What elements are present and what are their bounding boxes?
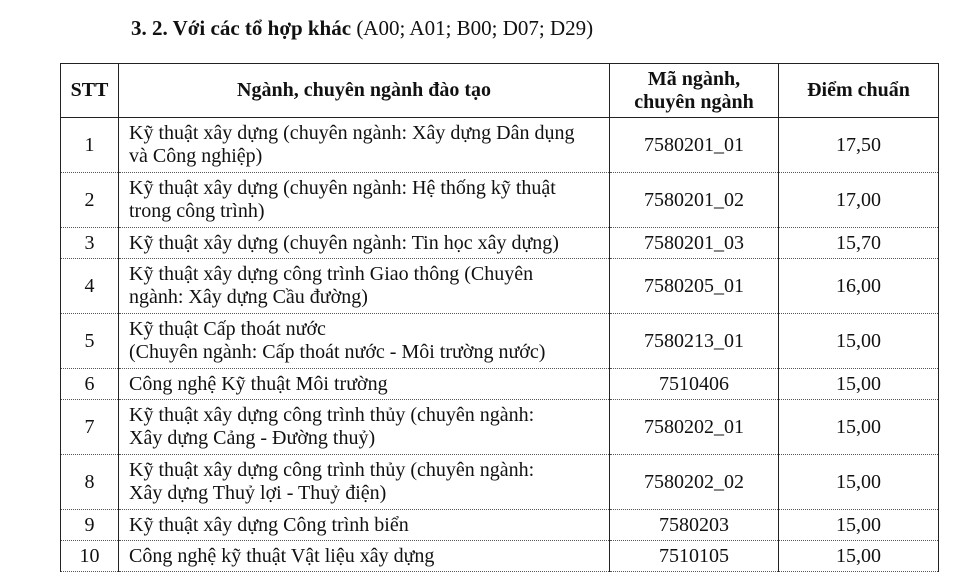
row-major-code: 7580201_03 xyxy=(610,228,779,259)
row-stt: 6 xyxy=(61,369,119,400)
header-stt: STT xyxy=(61,64,119,118)
table-header-row xyxy=(61,64,939,118)
row-score: 17,00 xyxy=(779,173,939,228)
row-major-code: 7580201_01 xyxy=(610,118,779,173)
table-row xyxy=(61,228,939,259)
row-major-name-line2: và Công nghiệp) xyxy=(129,145,263,167)
row-stt: 3 xyxy=(61,228,119,259)
row-major-code: 7580201_02 xyxy=(610,173,779,228)
row-major-name-line2: ngành: Xây dựng Cầu đường) xyxy=(129,286,368,308)
section-heading xyxy=(131,16,593,41)
table-row xyxy=(61,259,939,314)
row-stt: 2 xyxy=(61,173,119,228)
row-major-name-line1: Kỹ thuật xây dựng công trình thủy (chuyên ngành: xyxy=(129,404,535,426)
row-score: 15,00 xyxy=(779,455,939,510)
row-major-name-line2: Xây dựng Thuỷ lợi - Thuỷ điện) xyxy=(129,482,387,504)
row-major-name-line2: (Chuyên ngành: Cấp thoát nước - Môi trường nước) xyxy=(129,341,546,363)
header-major-name: Ngành, chuyên ngành đào tạo xyxy=(119,64,610,118)
row-major-name-line1: Kỹ thuật xây dựng (chuyên ngành: Xây dựng Dân dụng xyxy=(129,122,575,144)
header-major-code xyxy=(610,64,779,118)
row-major-name-line1: Kỹ thuật xây dựng (chuyên ngành: Hệ thống kỹ thuật xyxy=(129,177,556,199)
row-stt: 4 xyxy=(61,259,119,314)
section-heading-title: 3. 2. Với các tổ hợp khác xyxy=(131,16,352,40)
row-stt: 5 xyxy=(61,314,119,369)
row-stt: 9 xyxy=(61,510,119,541)
row-major-code: 7580205_01 xyxy=(610,259,779,314)
row-major-code: 7580202_01 xyxy=(610,400,779,455)
table-body xyxy=(61,118,939,572)
row-major-name: Kỹ thuật xây dựng (chuyên ngành: Tin học xây dựng) xyxy=(119,228,610,259)
row-score: 15,00 xyxy=(779,541,939,572)
row-major-name-line1: Kỹ thuật Cấp thoát nước xyxy=(129,318,326,340)
row-major-code: 7580202_02 xyxy=(610,455,779,510)
table-row xyxy=(61,173,939,228)
row-major-name-line1: Kỹ thuật xây dựng công trình thủy (chuyên ngành: xyxy=(129,459,535,481)
table-row xyxy=(61,541,939,572)
row-score: 15,70 xyxy=(779,228,939,259)
section-heading-combinations: (A00; A01; B00; D07; D29) xyxy=(351,16,594,40)
table-row xyxy=(61,369,939,400)
row-stt: 1 xyxy=(61,118,119,173)
row-score: 15,00 xyxy=(779,400,939,455)
table-row xyxy=(61,510,939,541)
row-major-name xyxy=(119,259,610,314)
row-major-name: Kỹ thuật xây dựng Công trình biển xyxy=(119,510,610,541)
row-score: 15,00 xyxy=(779,314,939,369)
row-stt: 10 xyxy=(61,541,119,572)
row-major-name xyxy=(119,173,610,228)
row-major-name-line2: Xây dựng Cảng - Đường thuỷ) xyxy=(129,427,376,449)
header-benchmark-score: Điểm chuẩn xyxy=(779,64,939,118)
header-major-code-line2: chuyên ngành xyxy=(634,90,754,113)
row-major-code: 7580203 xyxy=(610,510,779,541)
row-major-name: Công nghệ kỹ thuật Vật liệu xây dựng xyxy=(119,541,610,572)
table-row xyxy=(61,455,939,510)
row-score: 16,00 xyxy=(779,259,939,314)
admission-score-table xyxy=(60,63,939,572)
table-row xyxy=(61,400,939,455)
row-stt: 7 xyxy=(61,400,119,455)
row-major-name: Công nghệ Kỹ thuật Môi trường xyxy=(119,369,610,400)
row-major-name-line2: trong công trình) xyxy=(129,200,265,222)
row-major-code: 7580213_01 xyxy=(610,314,779,369)
row-major-name xyxy=(119,314,610,369)
row-score: 15,00 xyxy=(779,369,939,400)
row-major-name-line1: Kỹ thuật xây dựng công trình Giao thông (Chuyên xyxy=(129,263,534,285)
row-stt: 8 xyxy=(61,455,119,510)
row-score: 17,50 xyxy=(779,118,939,173)
table-row xyxy=(61,314,939,369)
row-major-code: 7510406 xyxy=(610,369,779,400)
row-major-code: 7510105 xyxy=(610,541,779,572)
row-major-name xyxy=(119,400,610,455)
header-major-code-line1: Mã ngành, xyxy=(647,67,741,90)
row-major-name xyxy=(119,118,610,173)
row-score: 15,00 xyxy=(779,510,939,541)
table-row xyxy=(61,118,939,173)
row-major-name xyxy=(119,455,610,510)
